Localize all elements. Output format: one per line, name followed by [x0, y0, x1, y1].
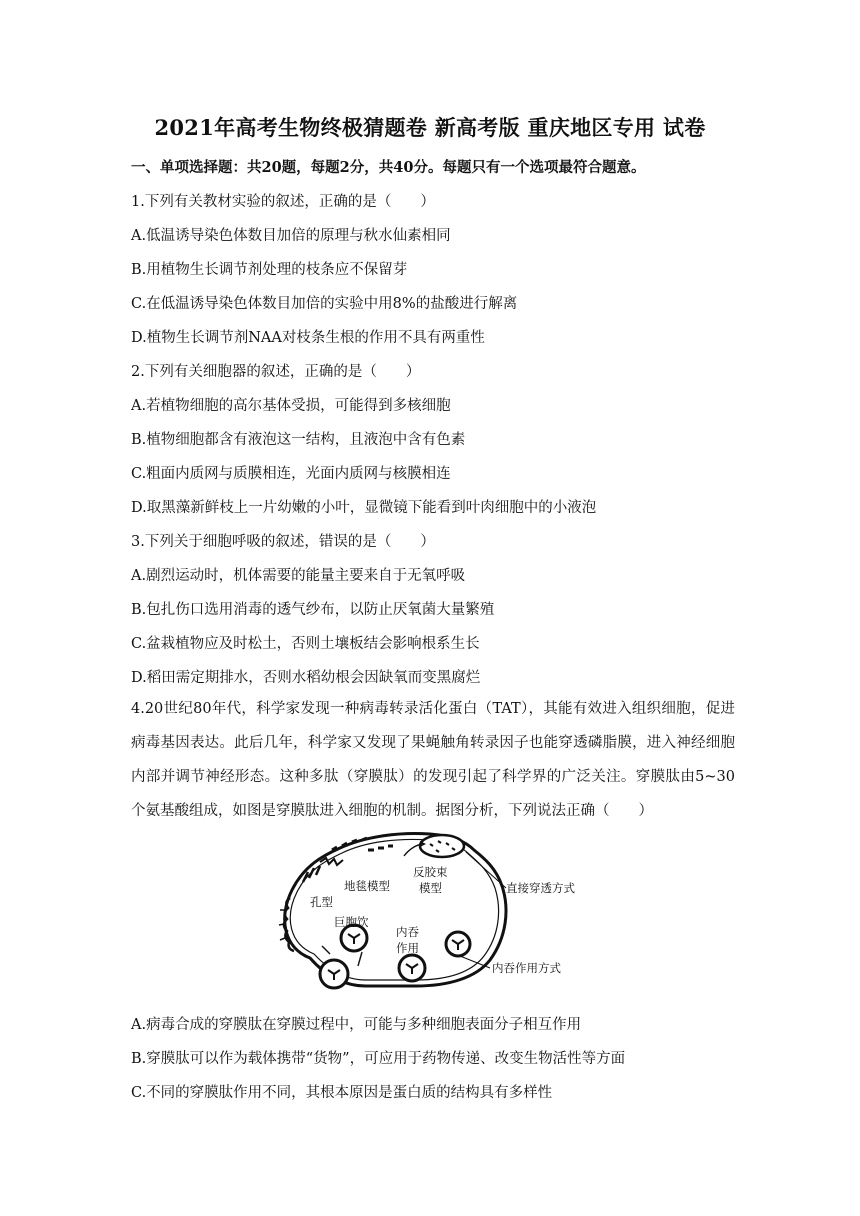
- question-2-option-b: B.植物细胞都含有液泡这一结构，且液泡中含有色素: [131, 432, 466, 448]
- question-2-option-c: C.粗面内质网与质膜相连，光面内质网与核膜相连: [131, 466, 451, 482]
- question-3-option-b: B.包扎伤口选用消毒的透气纱布，以防止厌氧菌大量繁殖: [131, 602, 495, 618]
- cell-membrane: [285, 834, 506, 986]
- label-reverse-micelle-model: 模型: [419, 881, 442, 895]
- question-2-option-d: D.取黑藻新鲜枝上一片幼嫩的小叶，显微镜下能看到叶肉细胞中的小液泡: [131, 500, 597, 516]
- label-endocytosis-1: 内吞: [396, 925, 419, 939]
- question-1-option-c: C.在低温诱导染色体数目加倍的实验中用8%的盐酸进行解离: [131, 296, 518, 312]
- question-1-option-a: A.低温诱导染色体数目加倍的原理与秋水仙素相同: [131, 228, 451, 244]
- question-3-option-a: A.剧烈运动时，机体需要的能量主要来自于无氧呼吸: [131, 568, 466, 584]
- question-4-option-a: A.病毒合成的穿膜肽在穿膜过程中，可能与多种细胞表面分子相互作用: [131, 1017, 582, 1033]
- question-1-stem: 1.下列有关教材实验的叙述，正确的是（ ）: [131, 194, 435, 210]
- label-endocytosis-pathway: 内吞作用方式: [492, 961, 561, 975]
- question-2-stem: 2.下列有关细胞器的叙述，正确的是（ ）: [131, 364, 421, 380]
- question-2-option-a: A.若植物细胞的高尔基体受损，可能得到多核细胞: [131, 398, 451, 414]
- question-3-stem: 3.下列关于细胞呼吸的叙述，错误的是（ ）: [131, 534, 435, 550]
- question-1-option-d: D.植物生长调节剂NAA对枝条生根的作用不具有两重性: [131, 330, 485, 346]
- label-reverse-micelle: 反胶束: [413, 865, 448, 879]
- page-title: 2021年高考生物终极猜题卷 新高考版 重庆地区专用 试卷: [154, 115, 706, 140]
- question-3-option-d: D.稻田需定期排水，否则水稻幼根会因缺氧而变黑腐烂: [131, 670, 481, 686]
- label-pore-model: 孔型: [310, 895, 333, 909]
- question-4-option-c: C.不同的穿膜肽作用不同，其根本原因是蛋白质的结构具有多样性: [131, 1085, 553, 1101]
- question-3-option-c: C.盆栽植物应及时松土，否则土壤板结会影响根系生长: [131, 636, 480, 652]
- question-1-option-b: B.用植物生长调节剂处理的枝条应不保留芽: [131, 262, 408, 278]
- label-carpet-model: 地毯模型: [344, 879, 390, 893]
- question-4-stem: 4.20世纪80年代，科学家发现一种病毒转录活化蛋白（TAT），其能有效进入组织细胞，促进病毒基因表达。此后几年，科学家又发现了果蝇触角转录因子也能穿透磷脂膜，进入神经细胞内部并调节神经形态。这种多肽（穿膜肽）的发现引起了科学界的广泛关注。穿膜肽由5~30个氨基酸组成，如图是穿膜肽进入细胞的机制。据图分析，下列说法正确（ ）: [131, 701, 735, 819]
- label-macropinocytosis: 巨胞饮: [334, 915, 369, 929]
- cell-penetrating-peptide-figure: [270, 828, 590, 1000]
- label-direct-penetration: 直接穿透方式: [506, 881, 575, 895]
- label-endocytosis-2: 作用: [396, 941, 419, 955]
- section-heading: 一、单项选择题：共20题，每题2分，共40分。每题只有一个选项最符合题意。: [131, 159, 646, 176]
- question-4-option-b: B.穿膜肽可以作为载体携带“货物”，可应用于药物传递、改变生物活性等方面: [131, 1051, 626, 1067]
